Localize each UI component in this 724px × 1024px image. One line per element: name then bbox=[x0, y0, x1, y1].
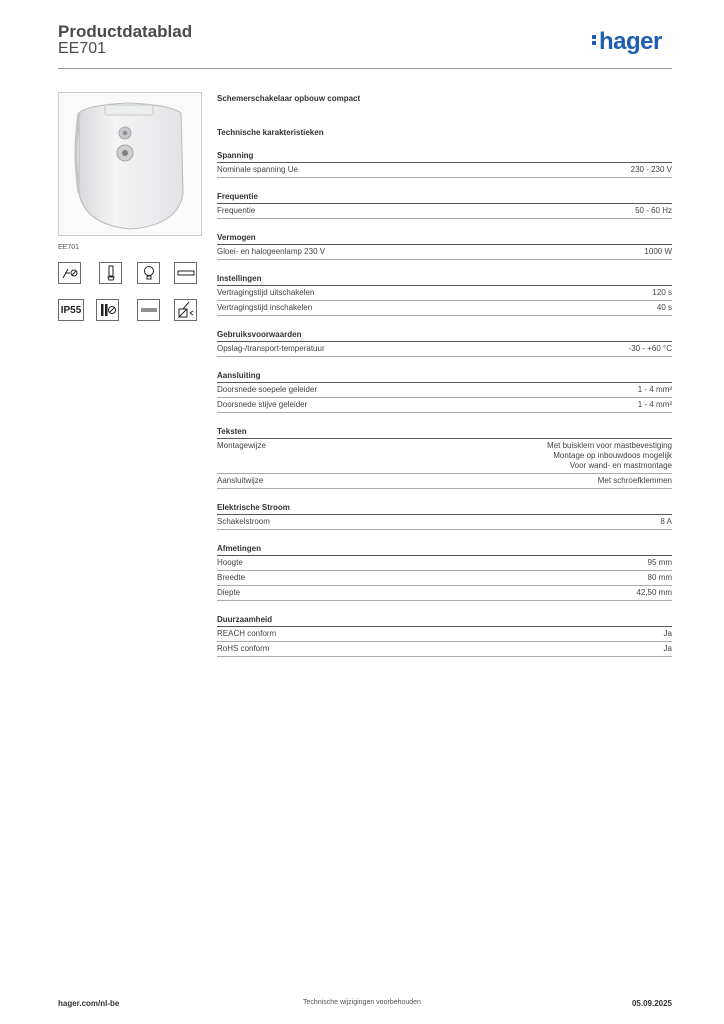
header-divider bbox=[58, 68, 672, 69]
spec-value: 50 - 60 Hz bbox=[635, 206, 672, 215]
spec-value: 1 - 4 mm² bbox=[637, 385, 672, 394]
spec-row bbox=[217, 627, 672, 642]
spec-row bbox=[217, 163, 672, 178]
tech-title: Technische karakteristieken bbox=[217, 128, 324, 137]
spec-value: 1 - 4 mm² bbox=[637, 400, 672, 409]
spec-section bbox=[217, 370, 672, 413]
spec-label: Schakelstroom bbox=[217, 517, 270, 526]
ip55-icon bbox=[58, 299, 84, 321]
spec-label: Frequentie bbox=[217, 206, 256, 215]
section-title: Aansluiting bbox=[217, 370, 672, 383]
spec-label: Vertragingstijd inschakelen bbox=[217, 303, 313, 312]
section-title: Spanning bbox=[217, 150, 672, 163]
spec-section bbox=[217, 543, 672, 601]
spec-row bbox=[217, 383, 672, 398]
section-title: Duurzaamheid bbox=[217, 614, 672, 627]
footer-website: hager.com/nl-be bbox=[58, 999, 120, 1008]
spec-row bbox=[217, 439, 672, 474]
spec-section bbox=[217, 232, 672, 260]
spec-value: Ja bbox=[663, 644, 672, 653]
section-title: Elektrische Stroom bbox=[217, 502, 672, 515]
light-sensor-icon bbox=[58, 262, 81, 284]
spec-row bbox=[217, 586, 672, 601]
cable-icon bbox=[137, 299, 160, 321]
screw-terminal-icon bbox=[174, 299, 197, 321]
spec-section bbox=[217, 329, 672, 357]
pole-mount-icon bbox=[96, 299, 119, 321]
spec-label: Montagewijze bbox=[217, 441, 266, 450]
fluorescent-lamp-icon bbox=[99, 262, 122, 284]
spec-value: 42,50 mm bbox=[636, 588, 672, 597]
footer-date: 05.09.2025 bbox=[631, 999, 672, 1008]
ip55-label: IP55 bbox=[60, 304, 82, 316]
bulb-icon bbox=[137, 262, 160, 284]
spec-row bbox=[217, 642, 672, 657]
spec-label: Doorsnede soepele geleider bbox=[217, 385, 318, 394]
spec-value: 230 - 230 V bbox=[630, 165, 672, 174]
spec-section bbox=[217, 426, 672, 489]
spec-row bbox=[217, 556, 672, 571]
spec-row bbox=[217, 474, 672, 489]
spec-value: -30 - +60 °C bbox=[628, 344, 672, 353]
section-title: Vermogen bbox=[217, 232, 672, 245]
spec-row bbox=[217, 245, 672, 260]
spec-value: Ja bbox=[663, 629, 672, 638]
footer-notice: Technische wijzigingen voorbehouden bbox=[303, 999, 421, 1006]
product-photo bbox=[58, 92, 202, 236]
spec-label: Aansluitwijze bbox=[217, 476, 264, 485]
spec-row bbox=[217, 286, 672, 301]
spec-label: Breedte bbox=[217, 573, 246, 582]
spec-row bbox=[217, 301, 672, 316]
product-code: EE701 bbox=[58, 40, 107, 57]
spec-label: Diepte bbox=[217, 588, 241, 597]
spec-row bbox=[217, 342, 672, 357]
logo-text: hager bbox=[599, 28, 662, 55]
spec-label: Vertragingstijd uitschakelen bbox=[217, 288, 315, 297]
section-title: Gebruiksvoorwaarden bbox=[217, 329, 672, 342]
section-title: Afmetingen bbox=[217, 543, 672, 556]
spec-panel bbox=[217, 94, 672, 657]
spec-value: Met buisklem voor mastbevestiging Montage op inbouwdoos mogelijk Voor wand- en mastmontage bbox=[547, 441, 672, 470]
spec-label: Nominale spanning Ue bbox=[217, 165, 298, 174]
spec-value: 1000 W bbox=[644, 247, 672, 256]
spec-value: 40 s bbox=[656, 303, 672, 312]
tube-lamp-icon bbox=[174, 262, 197, 284]
spec-row bbox=[217, 571, 672, 586]
spec-label: Hoogte bbox=[217, 558, 243, 567]
spec-section bbox=[217, 150, 672, 178]
logo-dots-icon bbox=[592, 33, 597, 47]
spec-sections bbox=[217, 150, 672, 657]
section-title: Frequentie bbox=[217, 191, 672, 204]
spec-label: RoHS conform bbox=[217, 644, 270, 653]
photo-caption: EE701 bbox=[58, 244, 80, 251]
spec-section bbox=[217, 273, 672, 316]
spec-value: Met schroefklemmen bbox=[597, 476, 672, 485]
spec-row bbox=[217, 398, 672, 413]
spec-label: Opslag-/transport-temperatuur bbox=[217, 344, 325, 353]
spec-value: 80 mm bbox=[647, 573, 672, 582]
spec-section bbox=[217, 502, 672, 530]
spec-row bbox=[217, 204, 672, 219]
page-title: Productdatablad bbox=[58, 22, 193, 41]
spec-label: Doorsnede stijve geleider bbox=[217, 400, 308, 409]
product-name: Schemerschakelaar opbouw compact bbox=[217, 94, 361, 103]
spec-section bbox=[217, 614, 672, 657]
spec-row bbox=[217, 515, 672, 530]
spec-label: REACH conform bbox=[217, 629, 277, 638]
spec-label: Gloei- en halogeenlamp 230 V bbox=[217, 247, 326, 256]
spec-value: 95 mm bbox=[647, 558, 672, 567]
section-title: Instellingen bbox=[217, 273, 672, 286]
section-title: Teksten bbox=[217, 426, 672, 439]
spec-section bbox=[217, 191, 672, 219]
spec-value: 120 s bbox=[652, 288, 672, 297]
hager-logo bbox=[592, 28, 662, 56]
spec-value: 8 A bbox=[660, 517, 672, 526]
